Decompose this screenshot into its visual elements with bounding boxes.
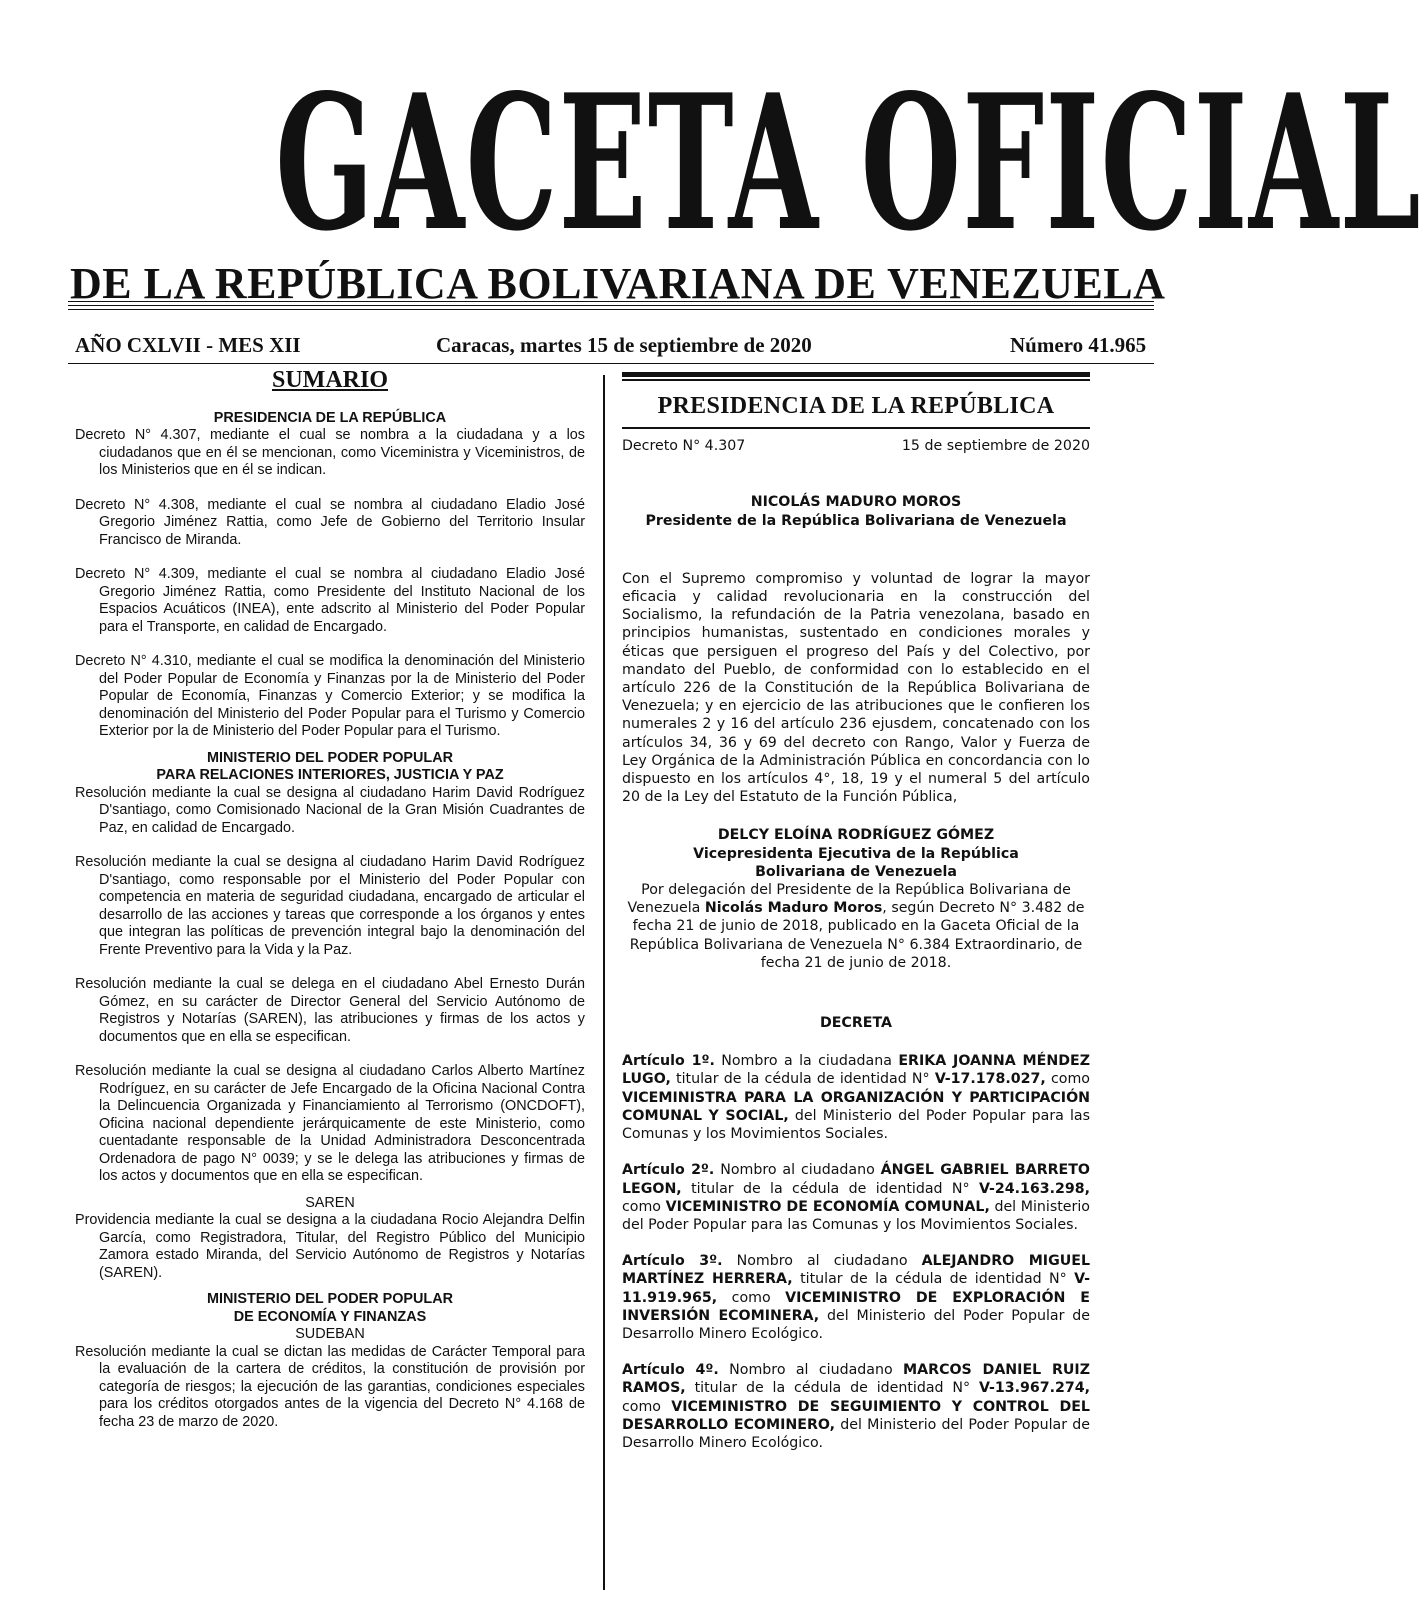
decree-rule-thick	[622, 372, 1090, 377]
president-name: NICOLÁS MADURO MOROS	[750, 494, 962, 511]
article: Artículo 2º. Nombro al ciudadano ÁNGEL GABRIEL BARRETO LEGON, titular de la cédula de identidad N° V-24.163.298, como VICEMINISTRO DE ECONOMÍA COMUNAL, del Ministerio del Poder Popular para las Comunas y los Movimientos Sociales.	[622, 1162, 1090, 1233]
masthead-subtitle: DE LA REPÚBLICA BOLIVARIANA DE VENEZUELA	[70, 259, 1166, 308]
sumario-column	[75, 367, 585, 1448]
masthead-title: GACETA OFICIAL	[275, 53, 1422, 272]
summary-entry: Decreto N° 4.310, mediante el cual se modifica la denominación del Ministerio del Poder Popular de Economía y Finanzas por la de Ministerio del Poder Popular de Economía, Finanzas y Comercio Exterior; y se modifica la denominación del Ministerio del Poder Popular para el Turismo y Comercio Exterior por la de Ministerio del Poder Popular para el Turismo.	[75, 653, 585, 739]
vp-title: Bolivariana de Venezuela	[755, 863, 957, 880]
summary-entry: Decreto N° 4.308, mediante el cual se nombra al ciudadano Eladio José Gregorio Jiménez Rattia, como Jefe de Gobierno del Territorio Insular Francisco de Miranda.	[75, 496, 585, 548]
header-rule-top-2	[68, 305, 1154, 306]
section-heading: DE ECONOMÍA Y FINANZAS	[233, 1308, 427, 1325]
decree-number-line	[622, 437, 1090, 455]
section-heading: PARA RELACIONES INTERIORES, JUSTICIA Y PAZ	[156, 767, 504, 783]
header-rule-top-3	[68, 309, 1154, 310]
sumario-title: SUMARIO	[271, 367, 388, 393]
summary-entry: Providencia mediante la cual se designa a la ciudadana Rocio Alejandra Delfin García, como Registradora, Titular, del Registro Público del Municipio Zamora estado Miranda, del Servicio Autónomo de Registros y Notarías (SAREN).	[75, 1212, 585, 1281]
vp-name: DELCY ELOÍNA RODRÍGUEZ GÓMEZ	[717, 827, 995, 844]
header-rule-top	[68, 301, 1154, 302]
decree-section-title: PRESIDENCIA DE LA REPÚBLICA	[657, 393, 1055, 419]
section-heading: MINISTERIO DEL PODER POPULAR	[207, 749, 453, 766]
decree-rule-thin	[622, 379, 1090, 381]
section-heading: PRESIDENCIA DE LA REPÚBLICA	[213, 409, 447, 426]
delegation-text: Por delegación del Presidente de la República Bolivariana de Venezuela Nicolás Maduro Moros, según Decreto N° 3.482 de fecha 21 de junio de 2018, publicado en la Gaceta Oficial de la República Bolivariana de Venezuela N° 6.384 Extraordinario, de fecha 21 de junio de 2018.	[627, 882, 1085, 971]
article: Artículo 3º. Nombro al ciudadano ALEJANDRO MIGUEL MARTÍNEZ HERRERA, titular de la cédula de identidad N° V-11.919.965, como VICEMINISTRO DE EXPLORACIÓN E INVERSIÓN ECOMINERA, del Ministerio del Poder Popular de Desarrollo Minero Ecológico.	[622, 1253, 1090, 1342]
vp-title: Vicepresidenta Ejecutiva de la República	[693, 845, 1019, 862]
header-rule-bottom	[68, 363, 1154, 364]
issue-year-month: AÑO CXLVII - MES XII	[75, 333, 301, 357]
decree-column	[622, 372, 1090, 1470]
section-subheading: SUDEBAN	[295, 1326, 365, 1342]
summary-entry: Decreto N° 4.307, mediante el cual se nombra a la ciudadana y a los ciudadanos que en él se mencionan, como Viceministra y Viceministros, de los Ministerios que en él se indican.	[75, 427, 585, 478]
summary-entry: Resolución mediante la cual se dictan las medidas de Carácter Temporal para la evaluación de la cartera de créditos, la constitución de provisión por categoría de riesgos; la ejecución de las garantias, condiciones especiales para los créditos otorgados antes de la vigencia del Decreto N° 4.168 de fecha 23 de marzo de 2020.	[75, 1343, 585, 1430]
issue-number: Número 41.965	[1010, 333, 1147, 357]
summary-entry: Resolución mediante la cual se delega en el ciudadano Abel Ernesto Durán Gómez, en su carácter de Director General del Servicio Autónomo de Registros y Notarías (SAREN), las atribuciones y firmas de los actos y documentos que en ella se especifican.	[75, 976, 585, 1045]
decreta-heading: DECRETA	[819, 1015, 893, 1032]
summary-entry: Resolución mediante la cual se designa al ciudadano Harim David Rodríguez D'santiago, como Comisionado Nacional de la Gran Misión Cuadrantes de Paz, en calidad de Encargado.	[75, 784, 585, 836]
president-title: Presidente de la República Bolivariana de Venezuela	[645, 512, 1067, 529]
summary-entry: Resolución mediante la cual se designa al ciudadano Harim David Rodríguez D'santiago, como responsable por el Ministerio del Poder Popular con competencia en materia de seguridad ciudadana, encargado de articular el desarrollo de las acciones y tareas que corresponde a los órganos y entes que integran las políticas de prevención integral bajo la denominación del Frente Preventivo para la Vida y la Paz.	[75, 854, 585, 958]
issue-date: Caracas, martes 15 de septiembre de 2020	[436, 333, 812, 357]
summary-entry: Resolución mediante la cual se designa al ciudadano Carlos Alberto Martínez Rodríguez, en su carácter de Jefe Encargado de la Oficina Nacional Contra la Delincuencia Organizada y Financiamiento al Terrorismo (ONCDOFT), Oficina nacional dependiente jerárquicamente de este Ministerio, como cuentadante responsable de la Unidad Administradora Desconcentrada Ordenadora de pago N° 0039; y se le delega las atribuciones y firmas de los actos y documentos que en ella se especifican.	[75, 1063, 585, 1184]
article: Artículo 4º. Nombro al ciudadano MARCOS DANIEL RUIZ RAMOS, titular de la cédula de identidad N° V-13.967.274, como VICEMINISTRO DE SEGUIMIENTO Y CONTROL DEL DESARROLLO ECOMINERO, del Ministerio del Poder Popular de Desarrollo Minero Ecológico.	[622, 1362, 1091, 1451]
decree-rule	[622, 427, 1090, 429]
section-heading: MINISTERIO DEL PODER POPULAR	[207, 1291, 453, 1307]
decree-number: Decreto N° 4.307	[622, 438, 746, 455]
section-heading: SAREN	[305, 1194, 355, 1211]
article: Artículo 1º. Nombro a la ciudadana ERIKA JOANNA MÉNDEZ LUGO, titular de la cédula de identidad N° V-17.178.027, como VICEMINISTRA PARA LA ORGANIZACIÓN Y PARTICIPACIÓN COMUNAL Y SOCIAL, del Ministerio del Poder Popular para las Comunas y los Movimientos Sociales.	[622, 1053, 1091, 1143]
summary-entry: Decreto N° 4.309, mediante el cual se nombra al ciudadano Eladio José Gregorio Jiménez Rattia, como Presidente del Instituto Nacional de los Espacios Acuáticos (INEA), ente adscrito al Ministerio del Poder Popular para el Transporte, en calidad de Encargado.	[75, 566, 585, 635]
decree-preamble: Con el Supremo compromiso y voluntad de lograr la mayor eficacia y calidad revolucionaria en la construcción del Socialismo, la refundación de la Patria venezolana, basado en principios humanistas, sustentado en condiciones morales y éticas que persiguen el progreso del País y del Colectivo, por mandato del Pueblo, de conformidad con lo establecido en el artículo 226 de la Constitución de la República Bolivariana de Venezuela; y en ejercicio de las atribuciones que le confieren los numerales 2 y 16 del artículo 236 ejusdem, concatenado con los artículos 34, 36 y 69 del decreto con Rango, Valor y Fuerza de Ley Orgánica de la Administración Pública en concordancia con lo dispuesto en los artículos 4°, 18, 19 y el numeral 5 del artículo 20 de la Ley del Estatuto de la Función Pública,	[622, 570, 1090, 806]
column-divider	[603, 375, 605, 1590]
decree-date: 15 de septiembre de 2020	[901, 438, 1090, 455]
